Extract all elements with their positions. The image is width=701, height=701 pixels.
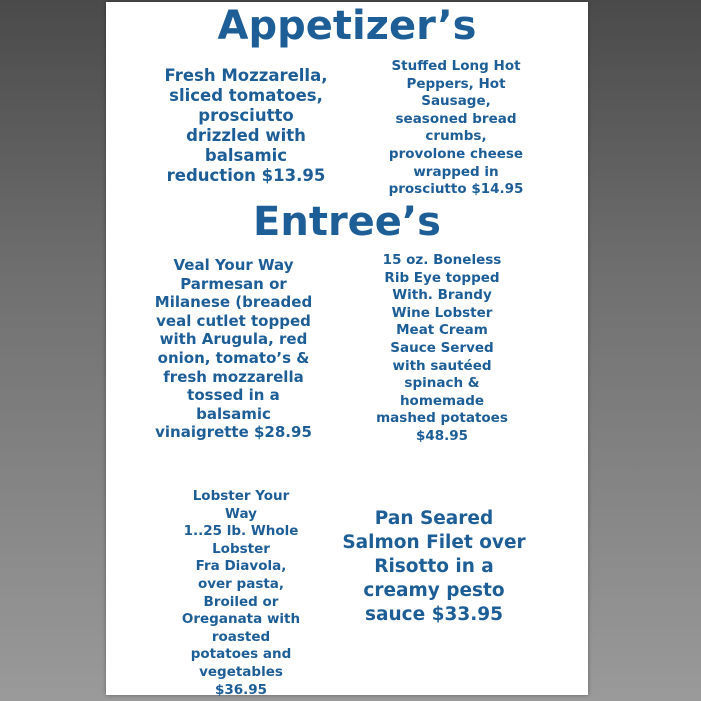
entree-salmon: Pan Seared Salmon Filet over Risotto in a creamy pesto sauce $33.95 [342,508,526,625]
entree-rib-eye: 15 oz. Boneless Rib Eye topped With. Brandy Wine Lobster Meat Cream Sauce Served with sautéed spinach & homemade mashed potatoes $48.95 [376,252,508,444]
entrees-heading: Entree’s [253,199,441,245]
appetizer-mozzarella: Fresh Mozzarella, sliced tomatoes, prosciutto drizzled with balsamic reduction $13.95 [164,66,328,185]
entree-lobster: Lobster Your Way 1..25 lb. Whole Lobster Fra Diavola, over pasta, Broiled or Oreganata with roasted potatoes and vegetables $36.95 [181,488,301,698]
appetizers-heading: Appetizer’s [217,3,477,49]
entree-veal: Veal Your Way Parmesan or Milanese (breaded veal cutlet topped with Arugula, red onion, tomato’s & fresh mozzarella tossed in a balsamic vinaigrette $28.95 [154,256,313,442]
appetizer-stuffed-peppers: Stuffed Long Hot Peppers, Hot Sausage, seasoned bread crumbs, provolone cheese wrapped in prosciutto $14.95 [388,58,524,198]
menu-card [106,2,588,698]
